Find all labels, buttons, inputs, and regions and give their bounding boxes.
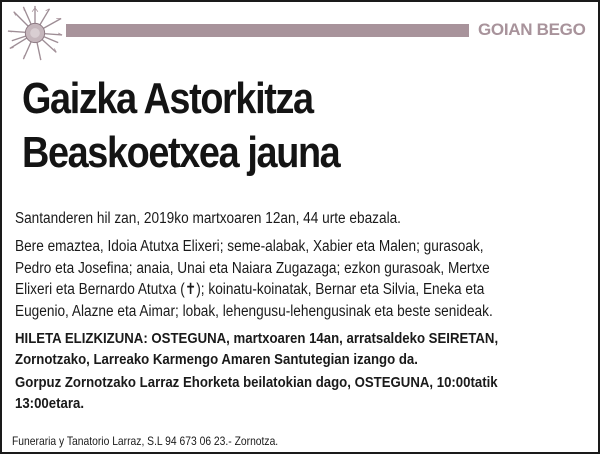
- funeral-home-footer: Funeraria y Tanatorio Larraz, S.L 94 673 06 23.- Zornotza.: [12, 434, 279, 448]
- thistle-flower-icon: [6, 4, 64, 62]
- family-list: [15, 236, 534, 322]
- family-line: Bere emaztea, Idoia Atutxa Elixeri; seme-alabak, Xabier eta Malen; gurasoak,: [15, 238, 484, 255]
- name-line-1: Gaizka Astorkitza: [22, 74, 313, 123]
- family-line: Eugenio, Alazne eta Aimar; lobak, lehengusu-lehengusinak eta beste senideak.: [15, 302, 493, 320]
- funeral-service: [15, 328, 534, 370]
- wake-line: Gorpuz Zornotzako Larraz Ehorketa beilatokian dago, OSTEGUNA, 10:00tatik: [15, 374, 498, 391]
- family-line: Pedro eta Josefina; anaia, Unai eta Naiara Zugazaga; ezkon gurasoak, Mertxe: [15, 259, 490, 277]
- family-line: Elixeri eta Bernardo Atutxa (✝); koinatu-koinatak, Bernar eta Silvia, Eneka eta: [15, 281, 485, 298]
- brand-label: GOIAN BEGO: [478, 20, 586, 39]
- deceased-name: [22, 72, 339, 180]
- death-notice: Santanderen hil zan, 2019ko martxoaren 12an, 44 urte ebazala.: [15, 210, 401, 227]
- funeral-line: HILETA ELIZKIZUNA: OSTEGUNA, martxoaren 14an, arratsaldeko SEIRETAN,: [15, 330, 499, 347]
- header-rule: [66, 24, 469, 37]
- wake-line: 13:00etara.: [15, 395, 84, 412]
- funeral-line: Zornotzako, Larreako Karmengo Amaren Santutegian izango da.: [15, 351, 418, 368]
- wake-info: [15, 372, 534, 414]
- name-line-2: Beaskoetxea jauna: [22, 128, 340, 177]
